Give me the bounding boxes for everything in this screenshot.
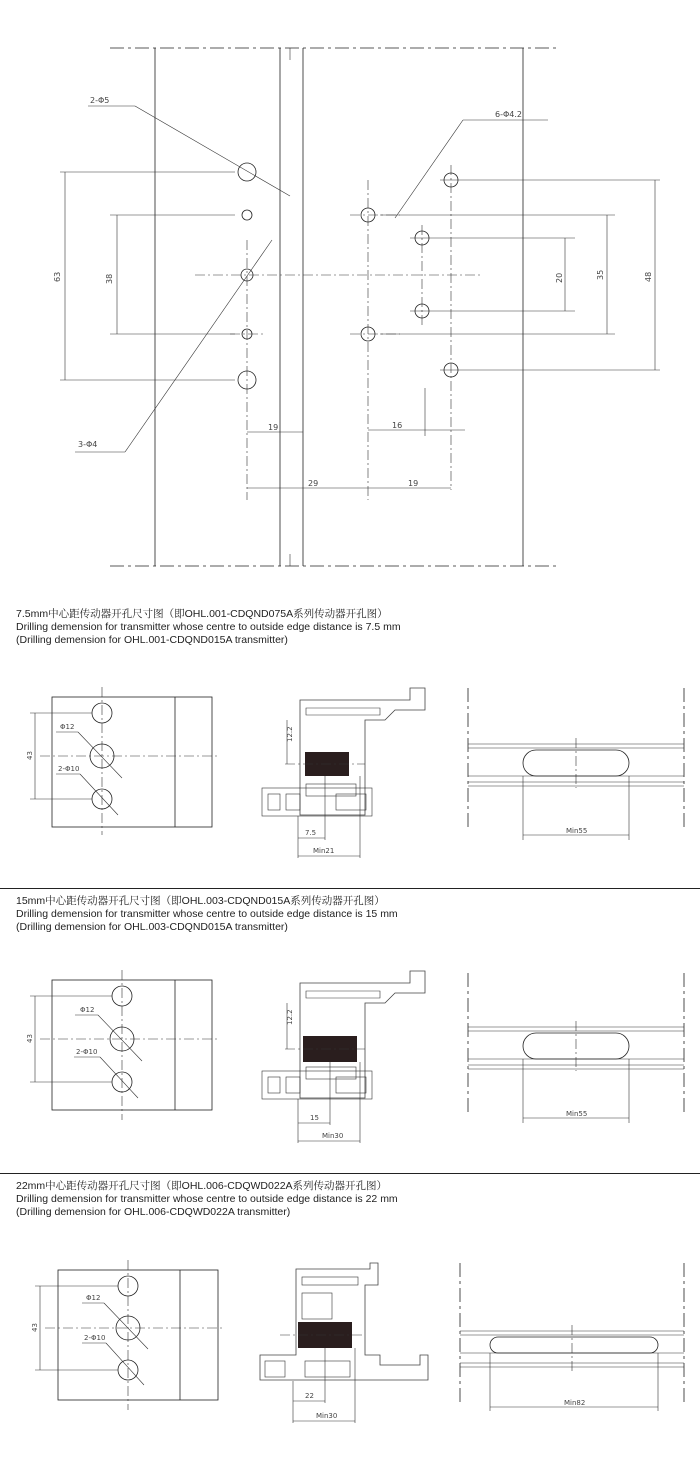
slot-oblong — [490, 1337, 658, 1353]
front-d10: 2-Φ10 — [58, 765, 80, 773]
caption-en: Drilling demension for transmitter whose centre to outside edge distance is 22 mm — [16, 1193, 398, 1205]
caption-section-1 — [16, 608, 401, 647]
divider-2 — [0, 1173, 700, 1174]
caption-section-2 — [16, 895, 398, 934]
section-1-drawings — [0, 680, 700, 880]
profile-view — [262, 688, 425, 858]
slot-min: Min55 — [566, 827, 588, 835]
profile-min: Min30 — [316, 1412, 338, 1420]
section-3-svg — [0, 1255, 700, 1455]
dim-19-a: 19 — [268, 423, 279, 432]
slot-min: Min55 — [566, 1110, 588, 1118]
caption-cn: 22mm中心距传动器开孔尺寸图（即OHL.006-CDQWD022A系列传动器开孔图） — [16, 1180, 388, 1192]
hole-phi5-top — [238, 163, 256, 181]
front-height: 43 — [26, 1034, 34, 1043]
section-1-svg — [0, 680, 700, 880]
caption-model: (Drilling demension for OHL.006-CDQWD022A transmitter) — [16, 1206, 291, 1218]
divider-1 — [0, 888, 700, 889]
profile-view — [260, 1263, 428, 1423]
main-drilling-drawing — [0, 0, 700, 590]
section-2-drawings — [0, 965, 700, 1165]
profile-view — [262, 971, 425, 1143]
label-3-phi4: 3-Φ4 — [78, 440, 98, 449]
label-6-phi42: 6-Φ4.2 — [495, 110, 522, 119]
front-height: 43 — [26, 751, 34, 760]
dim-19-b: 19 — [408, 479, 419, 488]
main-drawing-svg — [0, 0, 700, 590]
caption-section-3 — [16, 1180, 398, 1219]
front-d12: Φ12 — [60, 723, 75, 731]
profile-top: 12.2 — [286, 726, 294, 742]
caption-en: Drilling demension for transmitter whose centre to outside edge distance is 7.5 mm — [16, 621, 401, 633]
front-d10: 2-Φ10 — [76, 1048, 98, 1056]
caption-cn: 7.5mm中心距传动器开孔尺寸图（即OHL.001-CDQND075A系列传动器开孔图） — [16, 608, 388, 620]
profile-top: 12.2 — [286, 1009, 294, 1025]
dim-29: 29 — [308, 479, 319, 488]
front-d10: 2-Φ10 — [84, 1334, 106, 1342]
slot-min: Min82 — [564, 1399, 586, 1407]
dim-20: 20 — [555, 272, 564, 283]
profile-min: Min30 — [322, 1132, 344, 1140]
slot-view — [468, 973, 684, 1123]
profile-min: Min21 — [313, 847, 335, 855]
front-height: 43 — [31, 1323, 39, 1332]
section-3-drawings — [0, 1255, 700, 1455]
dim-16: 16 — [392, 421, 403, 430]
hole-small-1 — [242, 210, 252, 220]
caption-model: (Drilling demension for OHL.003-CDQND015A transmitter) — [16, 921, 288, 933]
front-view — [26, 970, 220, 1120]
slot-view — [460, 1263, 684, 1411]
caption-cn: 15mm中心距传动器开孔尺寸图（即OHL.003-CDQND015A系列传动器开孔图） — [16, 895, 385, 907]
front-view — [26, 687, 220, 835]
dim-35: 35 — [596, 269, 605, 280]
dim-48: 48 — [644, 271, 653, 282]
profile-offset: 7.5 — [305, 829, 317, 837]
label-2-phi5: 2-Φ5 — [90, 96, 110, 105]
section-2-svg — [0, 965, 700, 1165]
dim-38: 38 — [105, 273, 114, 284]
front-d12: Φ12 — [86, 1294, 101, 1302]
profile-offset: 22 — [305, 1392, 314, 1400]
slot-view — [468, 688, 684, 840]
dim-63: 63 — [53, 271, 62, 282]
front-d12: Φ12 — [80, 1006, 95, 1014]
profile-offset: 15 — [310, 1114, 319, 1122]
caption-model: (Drilling demension for OHL.001-CDQND015A transmitter) — [16, 634, 288, 646]
front-view — [31, 1260, 225, 1410]
caption-en: Drilling demension for transmitter whose centre to outside edge distance is 15 mm — [16, 908, 398, 920]
